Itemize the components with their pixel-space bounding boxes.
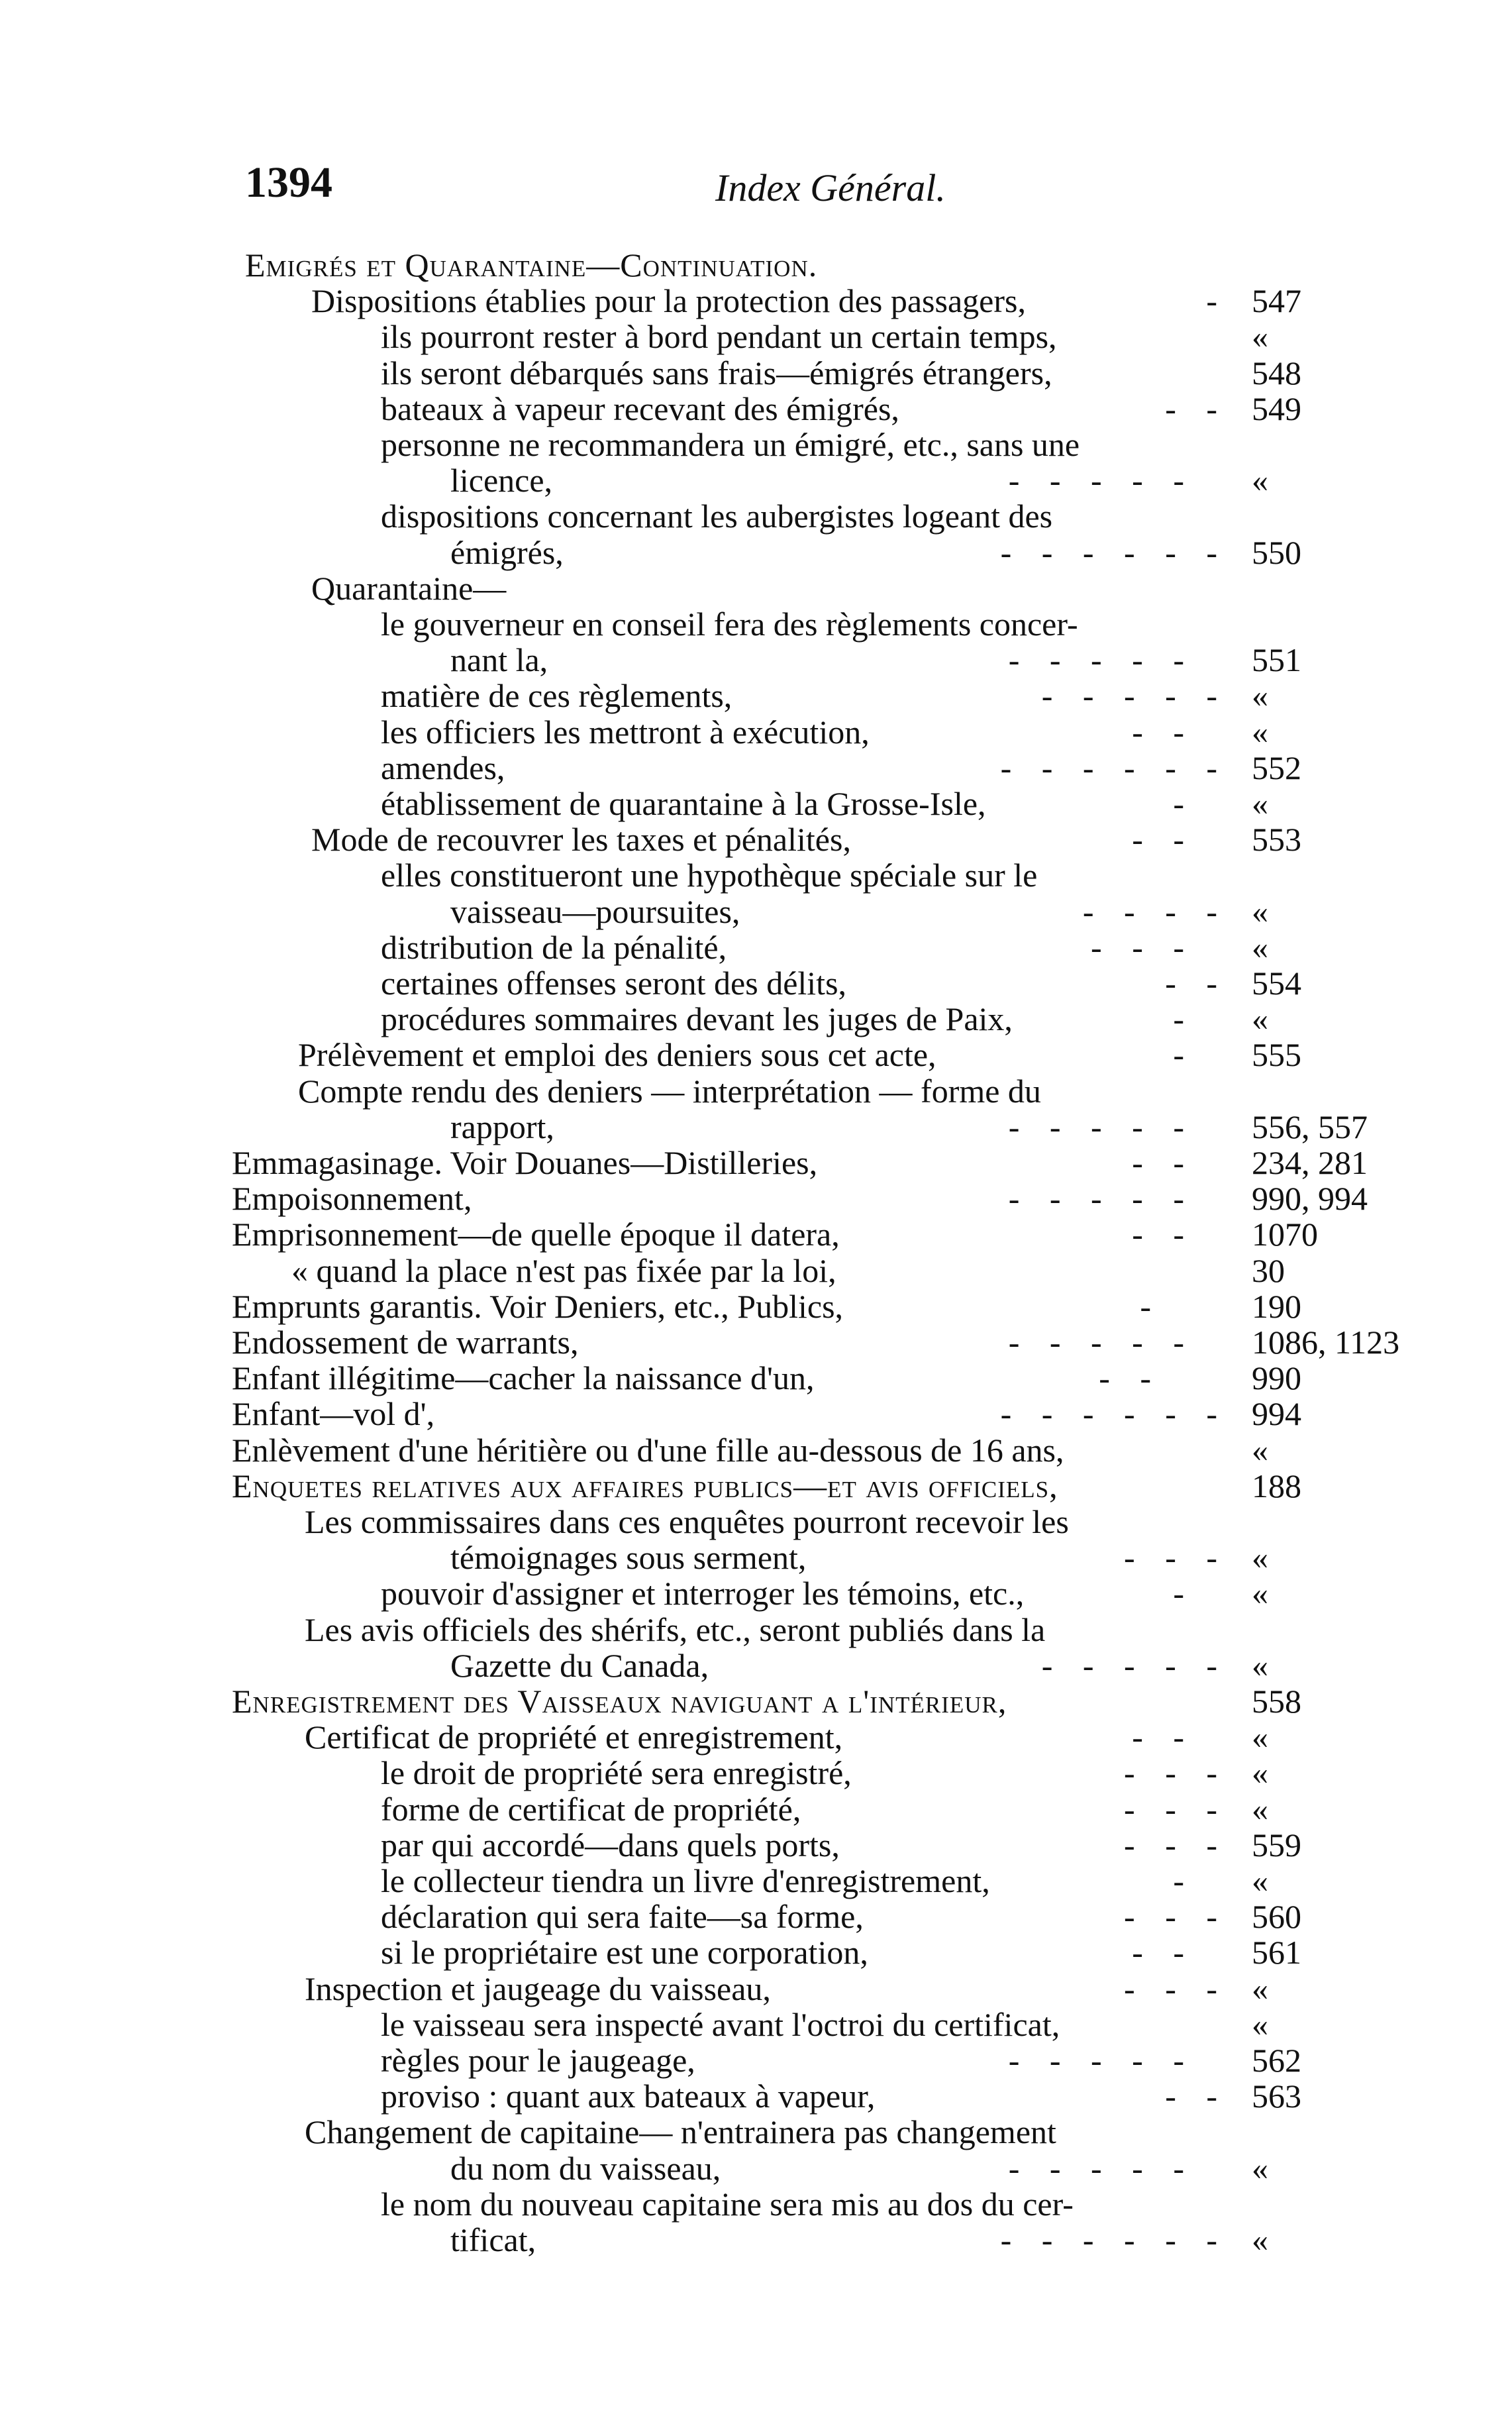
index-line [381, 748, 1512, 788]
page-reference: 994 [1252, 1395, 1301, 1432]
page-reference: 556, 557 [1252, 1108, 1368, 1145]
index-line [305, 1502, 1512, 1542]
leader-dashes: - - - [1124, 1754, 1219, 1791]
leader-dashes: - - [1132, 821, 1185, 858]
index-line [305, 1610, 1512, 1650]
leader-dashes: - - [1165, 390, 1219, 427]
leader-dashes: - - - - [1082, 893, 1219, 930]
page-reference: « [1252, 929, 1268, 966]
leader-dashes: - - [1165, 2078, 1219, 2115]
entry-text: Enlèvement d'une héritière ou d'une fille au-dessous de 16 ans, [232, 1432, 1064, 1469]
page-reference: 190 [1252, 1288, 1301, 1325]
entry-text: Emigrés et Quarantaine—Continuation. [245, 246, 818, 284]
entry-text: déclaration qui sera faite—sa forme, [381, 1898, 864, 1935]
index-line [381, 1573, 1512, 1613]
index-line [381, 317, 1512, 356]
page-reference: 562 [1252, 2042, 1301, 2079]
index-line [232, 1143, 1512, 1183]
page-reference: « [1252, 318, 1268, 355]
page-reference: 561 [1252, 1934, 1301, 1971]
page-reference: 188 [1252, 1467, 1301, 1504]
entry-text: forme de certificat de propriété, [381, 1791, 801, 1828]
page-reference: 547 [1252, 282, 1301, 319]
leader-dashes: - - - - - - [1000, 749, 1219, 786]
index-line [305, 2112, 1512, 2152]
index-line [381, 353, 1512, 393]
entry-text: Mode de recouvrer les taxes et pénalités, [311, 821, 851, 858]
index-line [381, 496, 1512, 536]
index-line [381, 2076, 1512, 2116]
entry-text: établissement de quarantaine à la Grosse-Isle, [381, 785, 986, 822]
entry-text: Endossement de warrants, [232, 1324, 579, 1361]
leader-dashes: - - - - - [1008, 2042, 1185, 2079]
index-line [381, 963, 1512, 1003]
entry-text: vaisseau—poursuites, [450, 893, 740, 930]
page-reference: « [1252, 893, 1268, 930]
index-line [381, 604, 1512, 644]
index-line [311, 819, 1512, 859]
index-line [381, 999, 1512, 1039]
page-reference: 554 [1252, 965, 1301, 1002]
entry-text: Prélèvement et emploi des deniers sous cet acte, [298, 1036, 936, 1073]
entry-text: Empoisonnement, [232, 1180, 472, 1217]
entry-text: Enregistrement des Vaisseaux naviguant a l'intérieur, [232, 1683, 1007, 1720]
page-reference: 560 [1252, 1898, 1301, 1935]
entry-text: Certificat de propriété et enregistrement, [305, 1718, 843, 1756]
page-reference: 553 [1252, 821, 1301, 858]
leader-dashes: - - [1132, 1144, 1185, 1181]
entry-text: le droit de propriété sera enregistré, [381, 1754, 852, 1791]
page-reference: « [1252, 1718, 1268, 1756]
leader-dashes: - - - - - [1041, 1647, 1219, 1684]
index-line [450, 533, 1512, 572]
entry-text: Compte rendu des deniers — interprétation — forme du [298, 1073, 1041, 1110]
entry-text: procédures sommaires devant les juges de Paix, [381, 1000, 1013, 1037]
entry-text: Emprisonnement—de quelle époque il datera, [232, 1216, 840, 1253]
entry-text: Emprunts garantis. Voir Deniers, etc., Publics, [232, 1288, 844, 1325]
index-line [381, 1825, 1512, 1865]
index-line [232, 1681, 1512, 1721]
page-reference: « [1252, 1575, 1268, 1612]
page-reference: « [1252, 1791, 1268, 1828]
index-line [381, 2184, 1512, 2224]
leader-dashes: - - - [1124, 1539, 1219, 1576]
entry-text: elles constitueront une hypothèque spéciale sur le [381, 857, 1038, 894]
entry-text: Dispositions établies pour la protection des passagers, [311, 282, 1026, 319]
leader-dashes: - - - - - - [1000, 534, 1219, 571]
leader-dashes: - - - - - [1008, 2150, 1185, 2187]
entry-text: si le propriétaire est une corporation, [381, 1934, 868, 1971]
entry-text: Enquetes relatives aux affaires publics—et avis officiels, [232, 1467, 1058, 1504]
entry-text: amendes, [381, 749, 505, 786]
entry-text: le vaisseau sera inspecté avant l'octroi du certificat, [381, 2006, 1060, 2043]
page-reference: « [1252, 713, 1268, 751]
leader-dashes: - [1140, 1288, 1152, 1325]
page-reference: 550 [1252, 534, 1301, 571]
page-reference: 990, 994 [1252, 1180, 1368, 1217]
index-line [232, 1322, 1512, 1362]
page-reference: « [1252, 2221, 1268, 2258]
index-line [381, 927, 1512, 967]
entry-text: distribution de la pénalité, [381, 929, 727, 966]
index-line [232, 1394, 1512, 1434]
leader-dashes: - [1173, 1862, 1185, 1899]
leader-dashes: - - [1165, 965, 1219, 1002]
page-reference: « [1252, 1970, 1268, 2007]
entry-text: Gazette du Canada, [450, 1647, 709, 1684]
page-reference: 990 [1252, 1359, 1301, 1396]
index-line [245, 245, 1512, 285]
entry-text: le gouverneur en conseil fera des règlements concer- [381, 605, 1078, 643]
leader-dashes: - - - [1091, 929, 1185, 966]
entry-text: témoignages sous serment, [450, 1539, 807, 1576]
index-line [450, 1646, 1512, 1685]
page-reference: « [1252, 1539, 1268, 1576]
leader-dashes: - [1206, 282, 1219, 319]
index-line [311, 568, 1512, 608]
entry-text: bateaux à vapeur recevant des émigrés, [381, 390, 899, 427]
page-reference: « [1252, 1647, 1268, 1684]
entry-text: Enfant illégitime—cacher la naissance d'un, [232, 1359, 815, 1396]
index-line [232, 1430, 1512, 1470]
index-line [381, 1753, 1512, 1793]
page-reference: « [1252, 1862, 1268, 1899]
entry-text: Quarantaine— [311, 570, 507, 607]
leader-dashes: - - [1132, 1718, 1185, 1756]
page-reference: 1070 [1252, 1216, 1318, 1253]
running-title: Index Général. [715, 166, 946, 209]
index-line [381, 1789, 1512, 1829]
leader-dashes: - [1173, 1575, 1185, 1612]
index-line [381, 2040, 1512, 2080]
page-reference: 559 [1252, 1826, 1301, 1864]
page-reference: 555 [1252, 1036, 1301, 1073]
index-line [232, 1358, 1512, 1398]
leader-dashes: - - - - - [1008, 1108, 1185, 1145]
page-reference: « [1252, 2150, 1268, 2187]
entry-text: Enfant—vol d', [232, 1395, 435, 1432]
page-reference: 1086, 1123 [1252, 1324, 1400, 1361]
entry-text: Les commissaires dans ces enquêtes pourront recevoir les [305, 1503, 1069, 1540]
leader-dashes: - - - [1124, 1826, 1219, 1864]
page-reference: 30 [1252, 1252, 1285, 1289]
leader-dashes: - - [1132, 1934, 1185, 1971]
index-line [291, 1251, 1512, 1290]
entry-text: le nom du nouveau capitaine sera mis au dos du cer- [381, 2185, 1074, 2223]
entry-text: licence, [450, 462, 553, 499]
index-line [298, 1071, 1512, 1111]
page-reference: « [1252, 2006, 1268, 2043]
entry-text: le collecteur tiendra un livre d'enregistrement, [381, 1862, 990, 1899]
entry-text: Emmagasinage. Voir Douanes—Distilleries, [232, 1144, 818, 1181]
entry-text: matière de ces règlements, [381, 677, 732, 714]
index-line [305, 1717, 1512, 1757]
index-line [381, 425, 1512, 464]
entry-text: règles pour le jaugeage, [381, 2042, 695, 2079]
leader-dashes: - - - - - [1008, 1324, 1185, 1361]
page-reference: 549 [1252, 390, 1301, 427]
page-reference: « [1252, 1754, 1268, 1791]
leader-dashes: - - - - - [1008, 1180, 1185, 1217]
page-reference: 548 [1252, 354, 1301, 392]
index-line [381, 2005, 1512, 2044]
leader-dashes: - - - - - [1041, 677, 1219, 714]
index-line [232, 1466, 1512, 1506]
leader-dashes: - - - [1124, 1898, 1219, 1935]
index-line [232, 1287, 1512, 1326]
entry-text: Inspection et jaugeage du vaisseau, [305, 1970, 771, 2007]
index-line [450, 640, 1512, 680]
leader-dashes: - - - - - [1008, 462, 1185, 499]
entry-text: émigrés, [450, 534, 564, 571]
leader-dashes: - [1173, 1036, 1185, 1073]
page-reference: 552 [1252, 749, 1301, 786]
page-reference: « [1252, 677, 1268, 714]
index-line [450, 2148, 1512, 2188]
index-line [381, 389, 1512, 429]
leader-dashes: - - [1132, 713, 1185, 751]
entry-text: personne ne recommandera un émigré, etc., sans une [381, 426, 1080, 463]
page-reference: 551 [1252, 641, 1301, 678]
entry-text: proviso : quant aux bateaux à vapeur, [381, 2078, 876, 2115]
leader-dashes: - - [1132, 1216, 1185, 1253]
index-line [381, 784, 1512, 823]
entry-text: tificat, [450, 2221, 536, 2258]
entry-text: ils seront débarqués sans frais—émigrés étrangers, [381, 354, 1052, 392]
leader-dashes: - [1173, 785, 1185, 822]
entry-text: rapport, [450, 1108, 554, 1145]
leader-dashes: - - - - - - [1000, 1395, 1219, 1432]
index-line [381, 1861, 1512, 1901]
index-line [450, 460, 1512, 500]
entry-text: ils pourront rester à bord pendant un certain temps, [381, 318, 1057, 355]
page-reference: « [1252, 1000, 1268, 1037]
page-reference: « [1252, 785, 1268, 822]
entry-text: Les avis officiels des shérifs, etc., seront publiés dans la [305, 1611, 1046, 1648]
index-line [450, 892, 1512, 931]
leader-dashes: - - - [1124, 1970, 1219, 2007]
page-number: 1394 [245, 158, 332, 207]
entry-text: dispositions concernant les aubergistes logeant des [381, 498, 1053, 535]
index-line [450, 1107, 1512, 1147]
index-line [450, 1538, 1512, 1577]
index-line [450, 2220, 1512, 2260]
entry-text: nant la, [450, 641, 548, 678]
index-line [311, 281, 1512, 321]
leader-dashes: - - - - - - [1000, 2221, 1219, 2258]
index-line [232, 1179, 1512, 1218]
index-line [381, 1932, 1512, 1972]
leader-dashes: - [1173, 1000, 1185, 1037]
leader-dashes: - - [1099, 1359, 1152, 1396]
index-line [298, 1035, 1512, 1075]
page-reference: 563 [1252, 2078, 1301, 2115]
page-reference: « [1252, 1432, 1268, 1469]
entry-text: Changement de capitaine— n'entrainera pas changement [305, 2113, 1056, 2150]
leader-dashes: - - - - - [1008, 641, 1185, 678]
page-reference: 234, 281 [1252, 1144, 1368, 1181]
entry-text: pouvoir d'assigner et interroger les témoins, etc., [381, 1575, 1025, 1612]
page-reference: 558 [1252, 1683, 1301, 1720]
entry-text: les officiers les mettront à exécution, [381, 713, 870, 751]
index-line [232, 1214, 1512, 1254]
entry-text: par qui accordé—dans quels ports, [381, 1826, 840, 1864]
page-reference: « [1252, 462, 1268, 499]
entry-text: du nom du vaisseau, [450, 2150, 721, 2187]
entry-text: certaines offenses seront des délits, [381, 965, 847, 1002]
leader-dashes: - - - [1124, 1791, 1219, 1828]
index-line [305, 1969, 1512, 2009]
index-line [381, 1897, 1512, 1936]
index-line [381, 712, 1512, 752]
index-line [381, 855, 1512, 895]
entry-text: « quand la place n'est pas fixée par la loi, [291, 1252, 836, 1289]
index-line [381, 676, 1512, 715]
